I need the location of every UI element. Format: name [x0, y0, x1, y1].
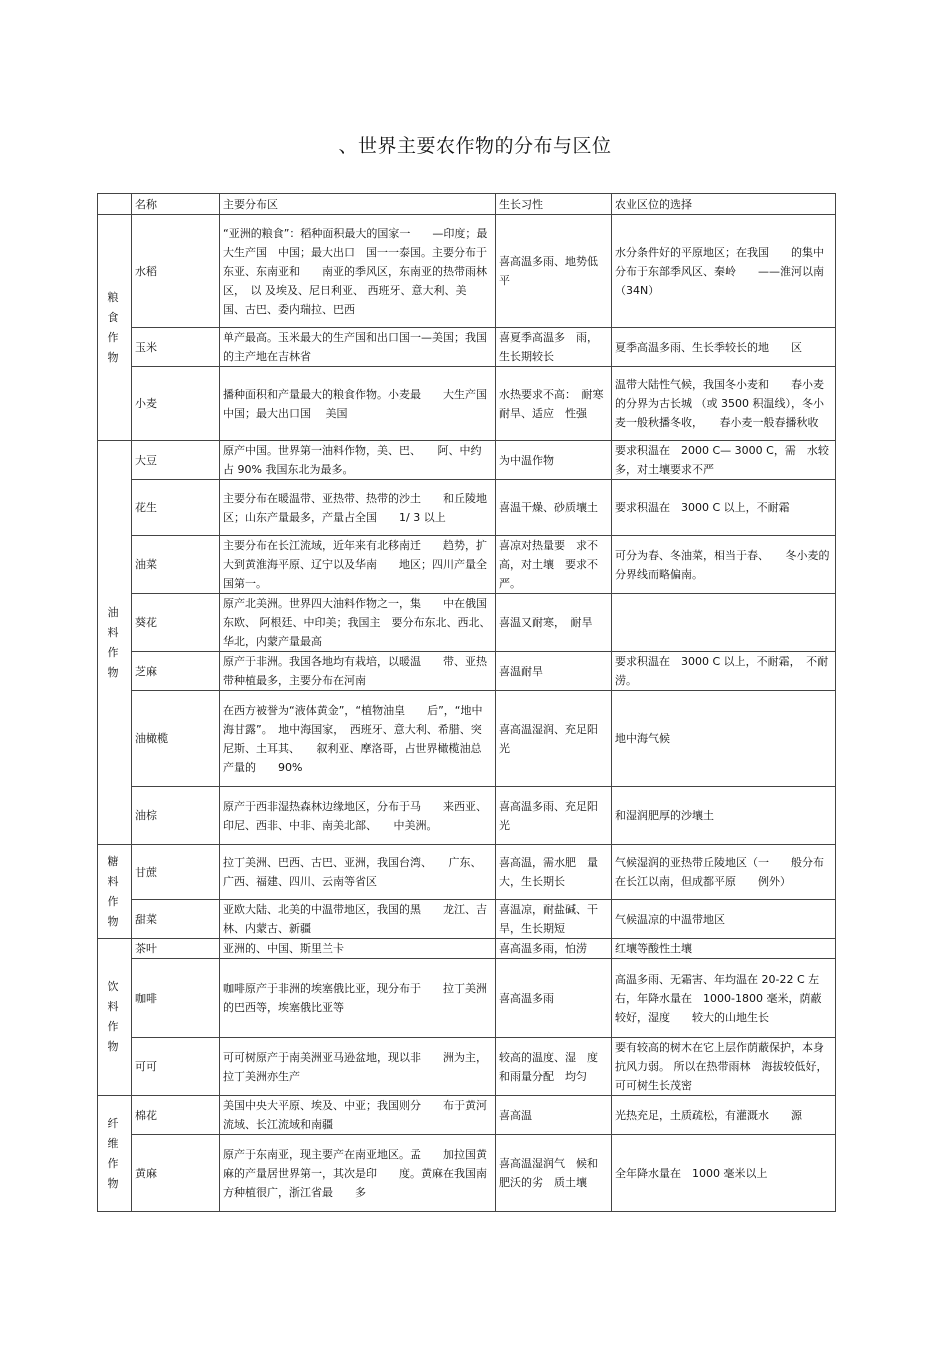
crop-name-cell: 水稻 — [132, 215, 220, 328]
header-cell-category — [98, 194, 132, 215]
distribution-cell: 主要分布在长江流域，近年来有北移南迁 趋势，扩大到黄淮海平原、辽宁以及华南 地区；四川产量全国第一。 — [220, 536, 496, 594]
crop-name-cell: 玉米 — [132, 328, 220, 367]
category-cell — [98, 215, 132, 441]
habit-cell: 喜高温多雨、充足阳光 — [496, 787, 612, 845]
crop-name-cell: 大豆 — [132, 441, 220, 480]
crop-name-cell: 葵花 — [132, 594, 220, 652]
distribution-cell: 咖啡原产于非洲的埃塞俄比亚，现分布于 拉丁美洲的巴西等，埃塞俄比亚等 — [220, 959, 496, 1038]
location-cell: 要求积温在 2000 C— 3000 C，需 水较多，对土壤要求不严 — [612, 441, 836, 480]
crop-row — [98, 1135, 836, 1212]
category-label: 糖 料 作 物 — [107, 854, 122, 928]
location-cell: 可分为春、冬油菜，相当于春、 冬小麦的分界线而略偏南。 — [612, 536, 836, 594]
crop-row — [98, 1096, 836, 1135]
crop-row — [98, 480, 836, 536]
category-label: 油 料 作 物 — [107, 605, 122, 679]
crop-name-cell: 棉花 — [132, 1096, 220, 1135]
distribution-cell: 亚洲的、中国、斯里兰卡 — [220, 939, 496, 959]
crop-row — [98, 652, 836, 691]
category-cell — [98, 845, 132, 939]
location-cell: 高温多雨、无霜害、年均温在 20-22 C 左右，年降水量在 1000-1800 毫米，荫蔽较好，湿度 较大的山地生长 — [612, 959, 836, 1038]
habit-cell: 较高的温度、湿 度和雨量分配 均匀 — [496, 1038, 612, 1096]
habit-cell: 喜高温湿润气 候和肥沃的劣 质土壤 — [496, 1135, 612, 1212]
distribution-cell: 原产于西非湿热森林边缘地区，分布于马 来西亚、印尼、西非、中非、南美北部、 中美洲。 — [220, 787, 496, 845]
habit-cell: 喜温干燥、砂质壤土 — [496, 480, 612, 536]
crop-row — [98, 900, 836, 939]
distribution-cell: 在西方被誉为“液体黄金”，“植物油皇 后”，“地中海甘露”。 地中海国家， 西班牙、意大利、希腊、突尼斯、土耳其、 叙利亚、摩洛哥，占世界橄榄油总产量的 90% — [220, 691, 496, 787]
location-cell: 要有较高的树木在它上层作荫蔽保护，本身抗风力弱。 所以在热带雨林 海拔较低好，可可树生长茂密 — [612, 1038, 836, 1096]
category-label: 纤 维 作 物 — [107, 1116, 122, 1190]
distribution-cell: 主要分布在暖温带、亚热带、热带的沙土 和丘陵地区；山东产量最多，产量占全国 1/ 3 以上 — [220, 480, 496, 536]
crop-row — [98, 1038, 836, 1096]
distribution-cell: 播种面积和产量最大的粮食作物。小麦最 大生产国 中国；最大出口国 美国 — [220, 367, 496, 441]
crop-name-cell: 甘蔗 — [132, 845, 220, 900]
habit-cell: 喜温耐旱 — [496, 652, 612, 691]
location-cell: 要求积温在 3000 C 以上，不耐霜， 不耐涝。 — [612, 652, 836, 691]
category-label: 粮 食 作 物 — [107, 290, 122, 364]
distribution-cell: 可可树原产于南美洲亚马逊盆地，现以非 洲为主，拉丁美洲亦生产 — [220, 1038, 496, 1096]
header-cell-location: 农业区位的选择 — [612, 194, 836, 215]
location-cell: 要求积温在 3000 C 以上，不耐霜 — [612, 480, 836, 536]
header-row — [98, 194, 836, 215]
crop-row — [98, 594, 836, 652]
crop-row — [98, 215, 836, 328]
header-cell-distribution: 主要分布区 — [220, 194, 496, 215]
crop-name-cell: 甜菜 — [132, 900, 220, 939]
habit-cell: 水热要求不高： 耐寒耐旱、适应 性强 — [496, 367, 612, 441]
distribution-cell: 原产于东南亚，现主要产在南亚地区。孟 加拉国黄麻的产量居世界第一，其次是印 度。黄麻在我国南方种植很广，浙江省最 多 — [220, 1135, 496, 1212]
crop-name-cell: 油橄榄 — [132, 691, 220, 787]
crop-name-cell: 油棕 — [132, 787, 220, 845]
distribution-cell: 亚欧大陆、北美的中温带地区，我国的黑 龙江、吉林、内蒙古、新疆 — [220, 900, 496, 939]
distribution-cell: 原产于非洲。我国各地均有栽培，以暖温 带、亚热带种植最多，主要分布在河南 — [220, 652, 496, 691]
habit-cell: 喜高温，需水肥 量大，生长期长 — [496, 845, 612, 900]
habit-cell: 喜高温 — [496, 1096, 612, 1135]
distribution-cell: 原产北美洲。世界四大油料作物之一，集 中在俄国东欧、 阿根廷、中印美；我国主 要分布东北、西北、华北，内蒙产量最高 — [220, 594, 496, 652]
crop-name-cell: 花生 — [132, 480, 220, 536]
crop-name-cell: 小麦 — [132, 367, 220, 441]
distribution-cell: 单产最高。玉米最大的生产国和出口国一—美国；我国的主产地在吉林省 — [220, 328, 496, 367]
location-cell: 气候湿润的亚热带丘陵地区（一 般分布在长江以南，但成都平原 例外） — [612, 845, 836, 900]
distribution-cell: 拉丁美洲、巴西、古巴、亚洲，我国台湾、 广东、广西、福建、四川、云南等省区 — [220, 845, 496, 900]
category-label: 饮 料 作 物 — [107, 980, 122, 1053]
location-cell: 水分条件好的平原地区；在我国 的集中分布于东部季风区、秦岭 ——淮河以南（34N） — [612, 215, 836, 328]
habit-cell: 喜高温多雨 — [496, 959, 612, 1038]
crop-name-cell: 油菜 — [132, 536, 220, 594]
header-cell-habit: 生长习性 — [496, 194, 612, 215]
crop-row — [98, 691, 836, 787]
location-cell: 红壤等酸性土壤 — [612, 939, 836, 959]
crop-table-body — [98, 194, 836, 1212]
distribution-cell: “亚洲的粮食”：稻种面积最大的国家一 —印度；最大生产国 中国；最大出口 国一一泰国。主要分布于东亚、东南亚和 南亚的季风区，东南亚的热带雨林区， 以 及埃及、尼日利亚、 西班牙、意大利、美 国、古巴、委内瑞拉、巴西 — [220, 215, 496, 328]
location-cell — [612, 594, 836, 652]
crop-name-cell: 芝麻 — [132, 652, 220, 691]
crop-name-cell: 可可 — [132, 1038, 220, 1096]
location-cell: 地中海气候 — [612, 691, 836, 787]
crop-row — [98, 536, 836, 594]
category-cell — [98, 1096, 132, 1212]
page-title: 、世界主要农作物的分布与区位 — [338, 135, 612, 157]
crop-table — [97, 193, 836, 1212]
habit-cell: 喜高温湿润、充足阳光 — [496, 691, 612, 787]
crop-name-cell: 黄麻 — [132, 1135, 220, 1212]
crop-row — [98, 367, 836, 441]
habit-cell: 为中温作物 — [496, 441, 612, 480]
distribution-cell: 原产中国。世界第一油料作物，美、巴、 阿、中约占 90% 我国东北为最多。 — [220, 441, 496, 480]
crop-row — [98, 959, 836, 1038]
habit-cell: 喜温又耐寒， 耐旱 — [496, 594, 612, 652]
crop-name-cell: 咖啡 — [132, 959, 220, 1038]
habit-cell: 喜高温多雨、地势低平 — [496, 215, 612, 328]
location-cell: 和湿润肥厚的沙壤土 — [612, 787, 836, 845]
location-cell: 夏季高温多雨、生长季较长的地 区 — [612, 328, 836, 367]
crop-row — [98, 787, 836, 845]
crop-row — [98, 939, 836, 959]
crop-row — [98, 845, 836, 900]
header-cell-name: 名称 — [132, 194, 220, 215]
crop-row — [98, 328, 836, 367]
crop-name-cell: 茶叶 — [132, 939, 220, 959]
habit-cell: 喜温凉，耐盐碱、干旱，生长期短 — [496, 900, 612, 939]
distribution-cell: 美国中央大平原、埃及、中亚；我国则分 布于黄河流域、长江流域和南疆 — [220, 1096, 496, 1135]
habit-cell: 喜凉对热量要 求不高，对土壤 要求不严。 — [496, 536, 612, 594]
crop-row — [98, 441, 836, 480]
category-cell — [98, 939, 132, 1096]
location-cell: 温带大陆性气候，我国冬小麦和 春小麦的分界为古长城 （或 3500 积温线），冬小麦一般秋播冬收， 春小麦一般春播秋收 — [612, 367, 836, 441]
category-cell — [98, 441, 132, 845]
habit-cell: 喜夏季高温多 雨，生长期较长 — [496, 328, 612, 367]
location-cell: 气候温凉的中温带地区 — [612, 900, 836, 939]
habit-cell: 喜高温多雨，怕涝 — [496, 939, 612, 959]
location-cell: 全年降水量在 1000 毫米以上 — [612, 1135, 836, 1212]
location-cell: 光热充足，土质疏松，有灌溉水 源 — [612, 1096, 836, 1135]
